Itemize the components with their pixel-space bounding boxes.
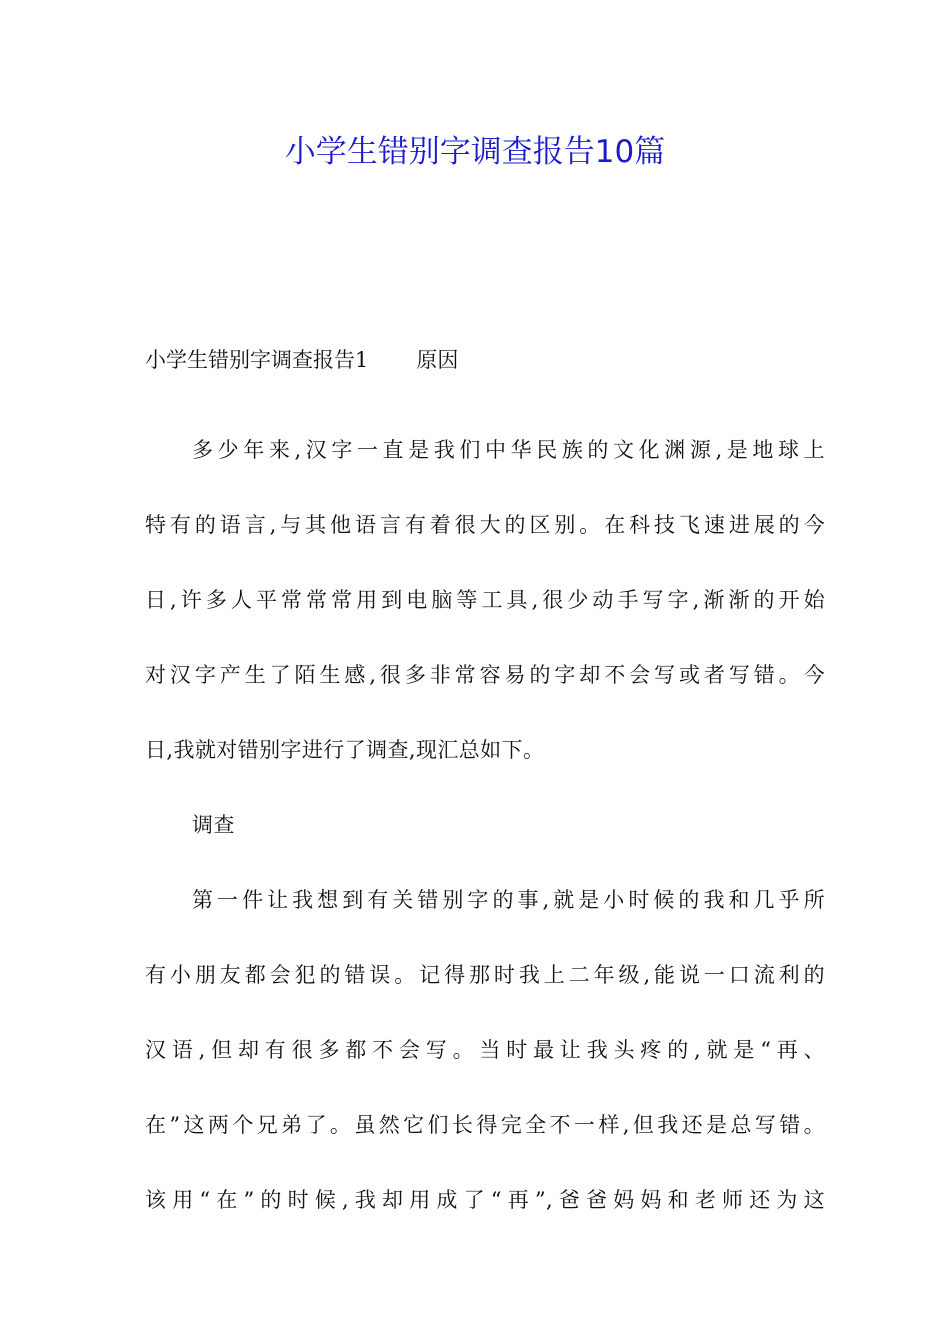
- document-body: [145, 338, 825, 1238]
- paragraph-line: 日,许多人平常常常用到电脑等工具,很少动手写字,渐渐的开始: [145, 588, 825, 612]
- paragraph-line: 第一件让我想到有关错别字的事,就是小时候的我和几乎所: [192, 888, 825, 912]
- paragraph-line: 在”这两个兄弟了。虽然它们长得完全不一样,但我还是总写错。: [145, 1113, 825, 1137]
- document-title: 小学生错别字调查报告10篇: [284, 134, 666, 170]
- section-heading-sub: 原因: [416, 348, 459, 372]
- paragraph-line: 多少年来,汉字一直是我们中华民族的文化渊源,是地球上: [192, 438, 825, 462]
- paragraph-line: 有小朋友都会犯的错误。记得那时我上二年级,能说一口流利的: [145, 963, 825, 987]
- paragraph-line: 汉语,但却有很多都不会写。当时最让我头疼的,就是“再、: [145, 1038, 825, 1062]
- section-heading: [145, 338, 825, 383]
- paragraph-line: 对汉字产生了陌生感,很多非常容易的字却不会写或者写错。今: [145, 663, 825, 687]
- paragraph-line: 该用“在”的时候,我却用成了“再”,爸爸妈妈和老师还为这: [145, 1188, 825, 1212]
- paragraph-investigation: [145, 863, 825, 1238]
- section-heading-main: 小学生错别字调查报告1: [145, 348, 369, 372]
- paragraph-line: 特有的语言,与其他语言有着很大的区别。在科技飞速进展的今: [145, 513, 825, 537]
- paragraph-line: 日,我就对错别字进行了调查,现汇总如下。: [145, 738, 545, 762]
- paragraph-intro: [145, 413, 825, 788]
- subheading: 调查: [192, 813, 235, 837]
